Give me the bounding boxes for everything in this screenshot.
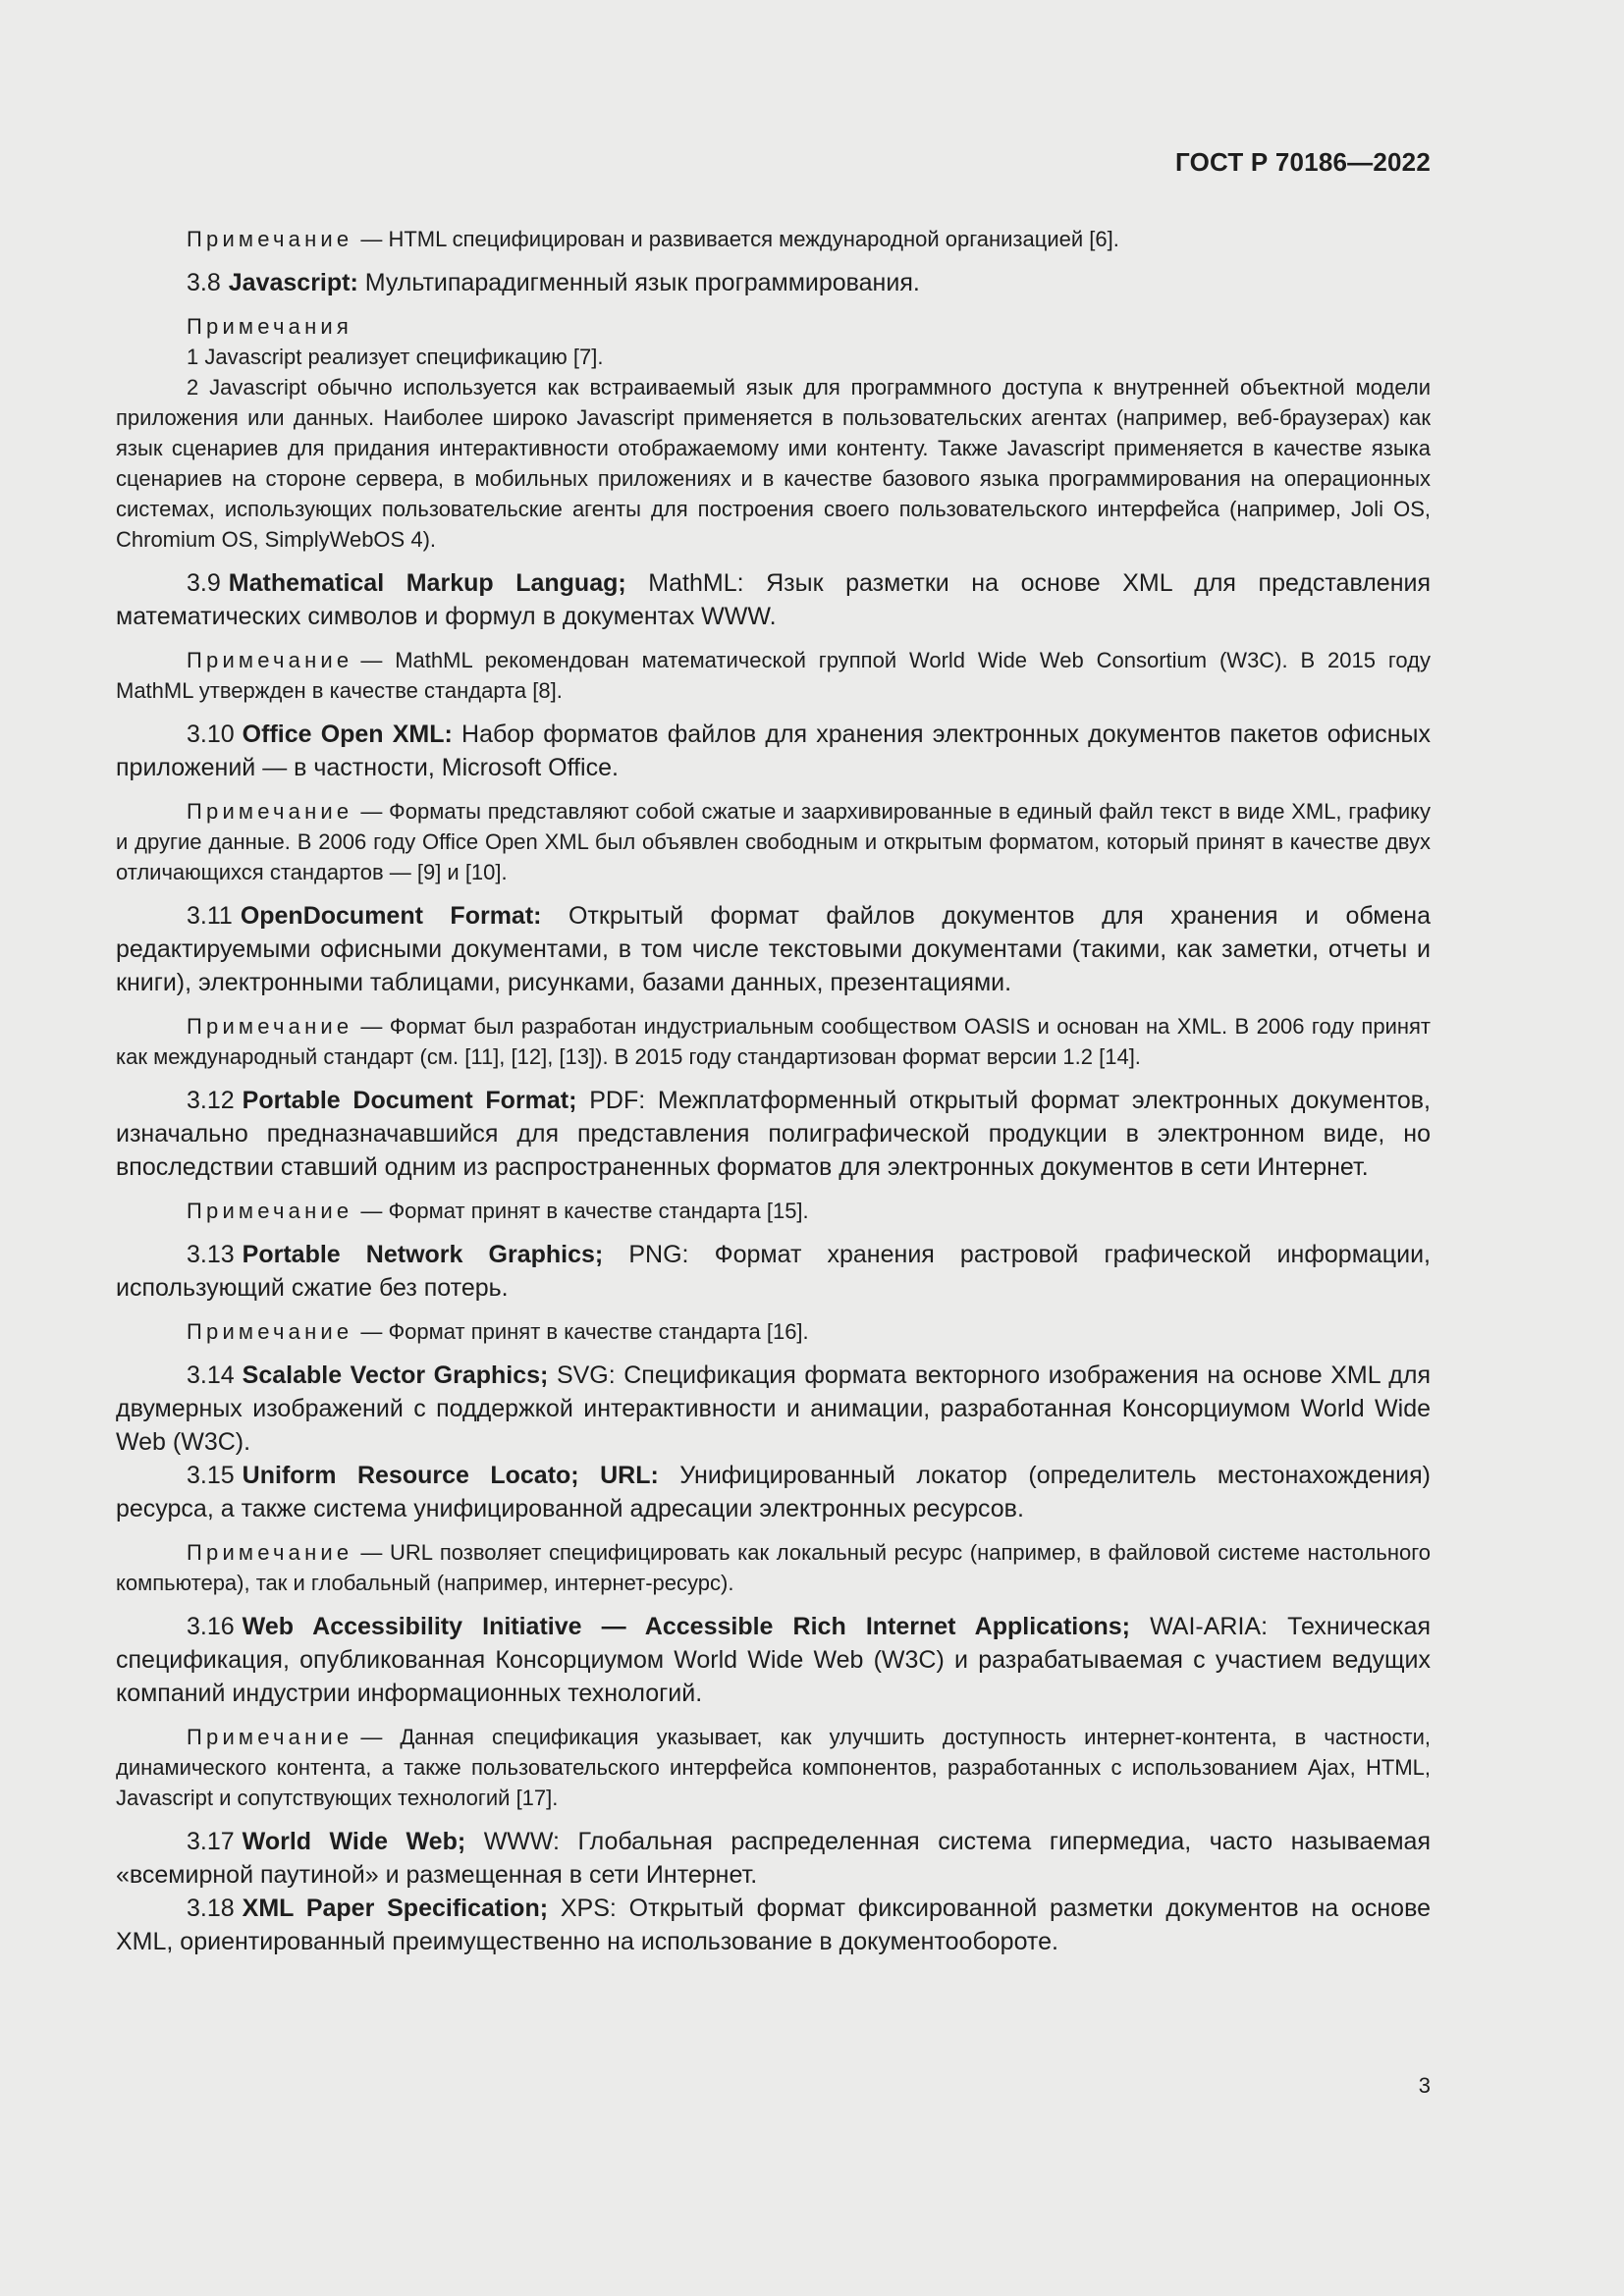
notes-heading: Примечания bbox=[187, 314, 353, 339]
term-3-9 bbox=[116, 566, 1431, 633]
term-3-13 bbox=[116, 1238, 1431, 1305]
term-3-18 bbox=[116, 1892, 1431, 1958]
term-number: 3.15 bbox=[187, 1462, 235, 1489]
note-aria bbox=[116, 1722, 1431, 1813]
term-name: Portable Network Graphics; bbox=[242, 1241, 604, 1268]
note-text: — MathML рекомендован математической группой World Wide Web Consortium (W3C). В 2015 году MathML утвержден в качестве стандарта [8]. bbox=[116, 648, 1431, 703]
note-text: — Формат принят в качестве стандарта [16]. bbox=[360, 1319, 809, 1344]
term-3-15 bbox=[116, 1459, 1431, 1525]
term-3-11 bbox=[116, 899, 1431, 999]
term-name: XML Paper Specification; bbox=[242, 1895, 549, 1922]
note-url bbox=[116, 1537, 1431, 1598]
note-odf bbox=[116, 1011, 1431, 1072]
term-3-14 bbox=[116, 1359, 1431, 1459]
term-3-17 bbox=[116, 1825, 1431, 1892]
page-content bbox=[116, 224, 1431, 1970]
term-name: Office Open XML: bbox=[242, 721, 453, 748]
page-number: 3 bbox=[1418, 2073, 1431, 2098]
term-definition: Мультипарадигменный язык программирования. bbox=[364, 269, 920, 296]
note-text: — HTML специфицирован и развивается международной организацией [6]. bbox=[360, 227, 1119, 251]
term-definition: Унифицированный локатор (определитель местонахождения) ресурса, а также система унифицированной адресации электронных ресурсов. bbox=[116, 1462, 1431, 1522]
term-number: 3.8 bbox=[187, 269, 221, 296]
term-number: 3.16 bbox=[187, 1613, 235, 1640]
term-definition: Набор форматов файлов для хранения электронных документов пакетов офисных приложений — в частности, Microsoft Office. bbox=[116, 721, 1431, 781]
term-definition: SVG: Спецификация формата векторного изображения на основе XML для двумерных изображений с поддержкой интерактивности и анимации, разработанная Консорциумом World Wide Web (W3C). bbox=[116, 1362, 1431, 1456]
note-label: Примечание bbox=[187, 1319, 353, 1344]
js-note-2: 2 Javascript обычно используется как встраиваемый язык для программного доступа к внутренней объектной модели приложения или данных. Наиболее широко Javascript применяется в пользовательских агентах (например, веб-браузерах) как язык сценариев для придания интерактивности отображаемому ими контенту. Также Javascript применяется в качестве языка сценариев на стороне сервера, в мобильных приложениях и в качестве базового языка программирования на операционных системах, использующих пользовательские агенты для построения своего пользовательского интерфейса (например, Joli OS, Chromium OS, SimplyWebOS 4). bbox=[116, 375, 1431, 552]
note-label: Примечание bbox=[187, 227, 353, 251]
term-number: 3.12 bbox=[187, 1087, 235, 1114]
term-name: OpenDocument Format: bbox=[240, 902, 542, 930]
term-number: 3.17 bbox=[187, 1828, 235, 1855]
note-text: — Данная спецификация указывает, как улучшить доступность интернет-контента, в частности, динамического контента, а также пользовательского интерфейса компонентов, разработанных с использованием Ajax, HTML, Javascript и сопутствующих технологий [17]. bbox=[116, 1725, 1431, 1810]
term-number: 3.10 bbox=[187, 721, 235, 748]
note-label: Примечание bbox=[187, 1014, 353, 1039]
term-definition: PDF: Межплатформенный открытый формат электронных документов, изначально предназначавшийся для представления полиграфической продукции в электронном виде, но впоследствии ставший одним из распространенных форматов для электронных документов в сети Интернет. bbox=[116, 1087, 1432, 1181]
note-label: Примечание bbox=[187, 799, 353, 824]
note-ooxml bbox=[116, 796, 1431, 887]
note-pdf bbox=[116, 1196, 1431, 1226]
term-name: Uniform Resource Locato; URL: bbox=[242, 1462, 659, 1489]
term-number: 3.9 bbox=[187, 569, 221, 597]
term-3-8 bbox=[116, 266, 1431, 299]
term-definition: WAI-ARIA: Техническая спецификация, опубликованная Консорциумом World Wide Web (W3C) и разрабатываемая с участием ведущих компаний индустрии информационных технологий. bbox=[116, 1613, 1431, 1707]
note-label: Примечание bbox=[187, 648, 353, 672]
term-3-10 bbox=[116, 718, 1431, 784]
note-text: — Формат был разработан индустриальным сообществом OASIS и основан на XML. В 2006 году принят как международный стандарт (см. [11], [12], [13]). В 2015 году стандартизован формат версии 1.2 [14]. bbox=[116, 1014, 1431, 1069]
note-html bbox=[116, 224, 1431, 254]
standard-designation: ГОСТ Р 70186—2022 bbox=[1175, 147, 1431, 177]
term-number: 3.14 bbox=[187, 1362, 235, 1389]
term-definition: MathML: Язык разметки на основе XML для представления математических символов и формул в документах WWW. bbox=[116, 569, 1432, 630]
term-definition: XPS: Открытый формат фиксированной разметки документов на основе XML, ориентированный преимущественно на использование в документообороте. bbox=[116, 1895, 1431, 1955]
note-text: — URL позволяет специфицировать как локальный ресурс (например, в файловой системе настольного компьютера), так и глобальный (например, интернет-ресурс). bbox=[116, 1540, 1431, 1595]
term-name: Mathematical Markup Languag; bbox=[228, 569, 626, 597]
note-label: Примечание bbox=[187, 1540, 353, 1565]
document-page bbox=[116, 0, 1431, 2296]
term-definition: Открытый формат файлов документов для хранения и обмена редактируемыми офисными документами, в том числе текстовыми документами (такими, как заметки, отчеты и книги), электронными таблицами, рисунками, базами данных, презентациями. bbox=[116, 902, 1432, 996]
term-name: Scalable Vector Graphics; bbox=[242, 1362, 549, 1389]
note-text: — Форматы представляют собой сжатые и заархивированные в единый файл текст в виде XML, графику и другие данные. В 2006 году Office Open XML был объявлен свободным и открытым форматом, который принят в качестве двух отличающихся стандартов — [9] и [10]. bbox=[116, 799, 1431, 884]
term-3-12 bbox=[116, 1084, 1431, 1184]
term-name: Portable Document Format; bbox=[242, 1087, 577, 1114]
note-label: Примечание bbox=[187, 1199, 353, 1223]
term-definition: WWW: Глобальная распределенная система гипермедиа, часто называемая «всемирной паутиной» и размещенная в сети Интернет. bbox=[116, 1828, 1431, 1889]
term-name: Web Accessibility Initiative — Accessible Rich Internet Applications; bbox=[242, 1613, 1131, 1640]
note-png bbox=[116, 1316, 1431, 1347]
term-3-16 bbox=[116, 1610, 1431, 1710]
term-number: 3.18 bbox=[187, 1895, 235, 1922]
term-name: Javascript: bbox=[228, 269, 358, 296]
note-label: Примечание bbox=[187, 1725, 353, 1749]
term-definition: PNG: Формат хранения растровой графической информации, использующий сжатие без потерь. bbox=[116, 1241, 1431, 1302]
js-note-1: 1 Javascript реализует спецификацию [7]. bbox=[187, 345, 604, 369]
note-text: — Формат принят в качестве стандарта [15]. bbox=[360, 1199, 809, 1223]
term-number: 3.11 bbox=[187, 902, 233, 930]
term-name: World Wide Web; bbox=[242, 1828, 466, 1855]
term-number: 3.13 bbox=[187, 1241, 235, 1268]
note-mathml bbox=[116, 645, 1431, 706]
